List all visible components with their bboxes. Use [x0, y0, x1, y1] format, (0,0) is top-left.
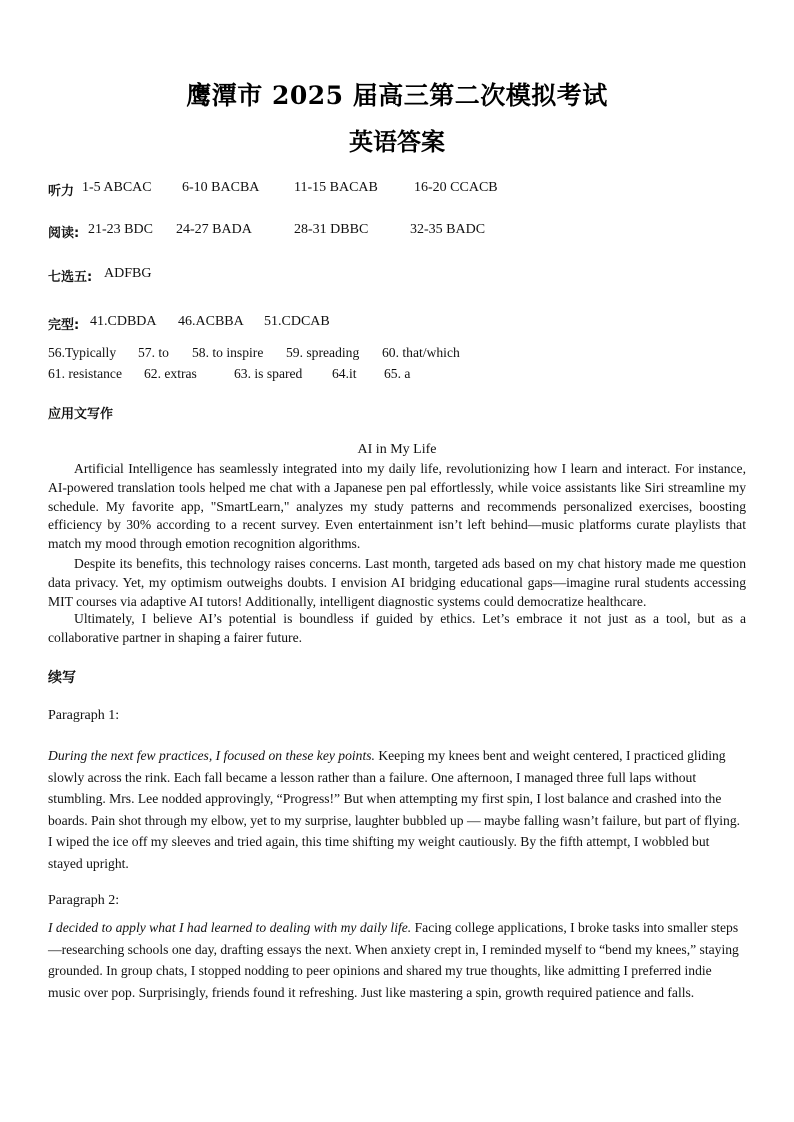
cloze-answer-1: 41.CDBDA	[90, 314, 157, 329]
reading-label: 阅读:	[48, 226, 80, 241]
cloze-answer-3: 51.CDCAB	[264, 314, 330, 329]
grammar-answer-63: 63. is spared	[234, 366, 303, 381]
grammar-answer-60: 60. that/which	[382, 345, 460, 360]
paragraph-1-lead-sentence: During the next few practices, I focused on these key points.	[48, 748, 375, 763]
grammar-answer-57: 57. to	[138, 345, 169, 360]
seven-choose-five-label: 七选五:	[48, 270, 93, 285]
paragraph-2-lead-sentence: I decided to apply what I had learned to dealing with my daily life.	[48, 920, 412, 935]
continuation-paragraph-1	[48, 745, 742, 875]
essay-paragraph-1: Artificial Intelligence has seamlessly integrated into my daily life, revolutionizing how I learn and interact. For instance, AI-powered translation tools helped me chat with a Japanese pen pal effortlessly, while voice assistants like Siri streamline my schedule. My favorite app, "SmartLearn," analyzes my study patterns and recommends personalized exercises, boosting efficiency by 30% according to a recent survey. Even entertainment isn’t left behind—music platforms curate playlists that match my mood through emotion recognition algorithms.	[48, 461, 746, 552]
continuation-heading: 续写	[48, 670, 76, 686]
grammar-answer-62: 62. extras	[144, 366, 197, 381]
listening-answer-2: 6-10 BACBA	[182, 180, 260, 195]
cloze-row	[48, 314, 330, 334]
reading-answer-4: 32-35 BADC	[410, 222, 486, 237]
listening-row	[48, 180, 498, 200]
cloze-label: 完型:	[48, 318, 80, 333]
grammar-answer-59: 59. spreading	[286, 345, 360, 360]
essay-paragraph-2: Despite its benefits, this technology raises concerns. Last month, targeted ads based on my chat history made me question data privacy. Yet, my optimism outweighs doubts. I envision AI bridging educational gaps—imagine rural students accessing MIT courses via adaptive AI tutors! Additionally, intelligent diagnostic systems could democratize healthcare.	[48, 556, 746, 609]
essay-paragraph-3: Ultimately, I believe AI’s potential is boundless if guided by ethics. Let’s embrace it not just as a tool, but as a collaborative partner in shaping a fairer future.	[48, 611, 746, 645]
listening-answer-1: 1-5 ABCAC	[82, 180, 152, 195]
practical-writing-heading: 应用文写作	[48, 407, 114, 422]
grammar-answer-65: 65. a	[384, 366, 411, 381]
seven-choose-five-answer: ADFBG	[104, 266, 152, 281]
reading-answer-1: 21-23 BDC	[88, 222, 153, 237]
reading-answer-3: 28-31 DBBC	[294, 222, 369, 237]
essay-title: AI in My Life	[357, 442, 437, 457]
grammar-answer-56: 56.Typically	[48, 345, 117, 360]
reading-row	[48, 222, 486, 242]
paragraph-1-label: Paragraph 1:	[48, 708, 120, 723]
grammar-answer-64: 64.it	[332, 366, 357, 381]
reading-answer-2: 24-27 BADA	[176, 222, 252, 237]
grammar-answer-61: 61. resistance	[48, 366, 122, 381]
listening-answer-3: 11-15 BACAB	[294, 180, 378, 195]
paragraph-2-label: Paragraph 2:	[48, 893, 120, 908]
grammar-answer-58: 58. to inspire	[192, 345, 264, 360]
seven-choose-five-row	[48, 266, 152, 286]
continuation-paragraph-2	[48, 917, 742, 1003]
paragraph-2-body: Facing college applications, I broke tasks into smaller steps—researching schools one day, drafting essays the next. When anxiety crept in, I reminded myself to “bend my knees,” staying grounded. In group chats, I stopped nodding to peer opinions and shared my true thoughts, like admitting I preferred indie music over pop. Surprisingly, friends found it refreshing. Just like mastering a spin, growth required patience and falls.	[48, 920, 739, 1000]
paragraph-1-body: Keeping my knees bent and weight centered, I practiced gliding slowly across the rink. Each fall became a lesson rather than a failure. One afternoon, I managed three full laps without stumbling. Mrs. Lee nodded approvingly, “Progress!” But when attempting my first spin, I lost balance and crashed into the boards. Pain shot through my elbow, yet to my surprise, laughter bubbled up — maybe falling wasn’t failure, but part of flying. I wiped the ice off my sleeves and tried again, this time shifting my weight cautiously. By the fifth attempt, I wobbled but stayed upright.	[48, 748, 741, 871]
listening-label: 听力	[48, 184, 75, 199]
exam-title: 鹰潭市 2025 届高三第二次模拟考试	[186, 81, 608, 110]
listening-answer-4: 16-20 CCACB	[414, 180, 498, 195]
exam-subtitle: 英语答案	[349, 127, 445, 156]
cloze-answer-2: 46.ACBBA	[178, 314, 244, 329]
